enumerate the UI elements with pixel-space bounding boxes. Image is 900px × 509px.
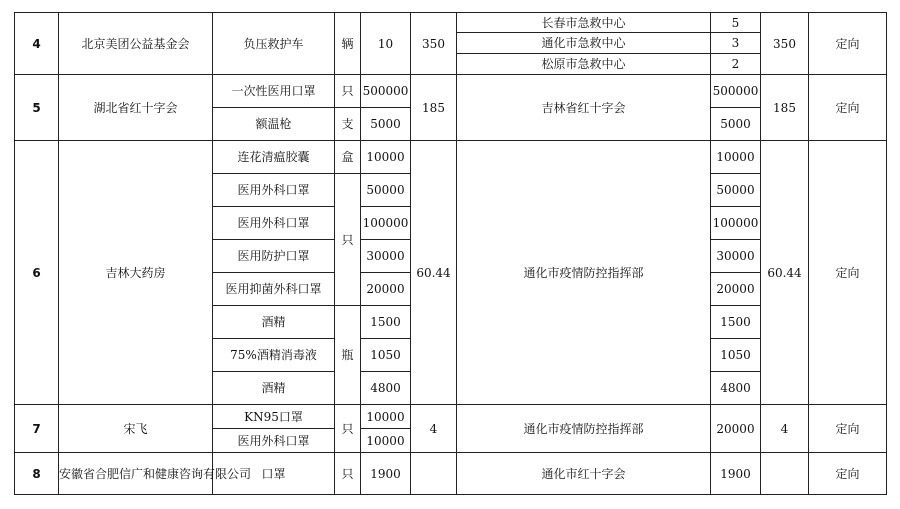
recipient-value: 350 <box>761 13 809 75</box>
donation-table-sheet <box>14 12 886 498</box>
recipient-quantity: 10000 <box>711 141 761 174</box>
allocation-mode: 定向 <box>809 405 887 453</box>
recipient-name: 松原市急救中心 <box>457 54 711 75</box>
item-quantity: 50000 <box>361 174 411 207</box>
donor-name: 湖北省红十字会 <box>59 75 213 141</box>
item-name: 负压救护车 <box>213 13 335 75</box>
item-unit: 辆 <box>335 13 361 75</box>
item-quantity: 500000 <box>361 75 411 108</box>
item-name: 医用外科口罩 <box>213 174 335 207</box>
recipient-value <box>761 453 809 495</box>
item-name: 连花清瘟胶囊 <box>213 141 335 174</box>
recipient-quantity: 20000 <box>711 405 761 453</box>
row-number: 4 <box>15 13 59 75</box>
allocation-mode: 定向 <box>809 75 887 141</box>
item-unit: 只 <box>335 453 361 495</box>
allocation-mode: 定向 <box>809 453 887 495</box>
recipient-name: 通化市疫情防控指挥部 <box>457 141 711 405</box>
recipient-quantity: 1500 <box>711 306 761 339</box>
recipient-quantity: 20000 <box>711 273 761 306</box>
item-value: 4 <box>411 405 457 453</box>
allocation-mode: 定向 <box>809 13 887 75</box>
item-name: 额温枪 <box>213 108 335 141</box>
row-number: 6 <box>15 141 59 405</box>
item-value: 350 <box>411 13 457 75</box>
item-quantity: 4800 <box>361 372 411 405</box>
donor-name: 吉林大药房 <box>59 141 213 405</box>
recipient-value: 185 <box>761 75 809 141</box>
allocation-mode: 定向 <box>809 141 887 405</box>
item-quantity: 20000 <box>361 273 411 306</box>
item-value: 185 <box>411 75 457 141</box>
item-name: 医用抑菌外科口罩 <box>213 273 335 306</box>
recipient-name: 通化市急救中心 <box>457 33 711 54</box>
item-unit: 支 <box>335 108 361 141</box>
recipient-quantity: 100000 <box>711 207 761 240</box>
item-unit: 盒 <box>335 141 361 174</box>
item-quantity: 1050 <box>361 339 411 372</box>
row-number: 7 <box>15 405 59 453</box>
row-number: 8 <box>15 453 59 495</box>
item-quantity: 1900 <box>361 453 411 495</box>
item-quantity: 30000 <box>361 240 411 273</box>
recipient-value: 4 <box>761 405 809 453</box>
donor-name: 安徽省合肥信广和健康咨询有限公司 <box>59 453 213 495</box>
item-value <box>411 453 457 495</box>
item-quantity: 10000 <box>361 405 411 429</box>
item-quantity: 10 <box>361 13 411 75</box>
item-quantity: 10000 <box>361 429 411 453</box>
item-name: 75%酒精消毒液 <box>213 339 335 372</box>
item-quantity: 10000 <box>361 141 411 174</box>
recipient-quantity: 1900 <box>711 453 761 495</box>
recipient-quantity: 30000 <box>711 240 761 273</box>
recipient-name: 长春市急救中心 <box>457 13 711 33</box>
recipient-quantity: 1050 <box>711 339 761 372</box>
item-unit: 瓶 <box>335 306 361 405</box>
recipient-quantity: 5000 <box>711 108 761 141</box>
item-name: 医用外科口罩 <box>213 207 335 240</box>
item-unit: 只 <box>335 75 361 108</box>
item-quantity: 5000 <box>361 108 411 141</box>
table-row <box>15 75 887 108</box>
item-name: 医用外科口罩 <box>213 429 335 453</box>
donation-table <box>14 12 887 495</box>
donor-name: 北京美团公益基金会 <box>59 13 213 75</box>
table-row <box>15 453 887 495</box>
item-quantity: 1500 <box>361 306 411 339</box>
table-row <box>15 13 887 33</box>
row-number: 5 <box>15 75 59 141</box>
item-unit: 只 <box>335 405 361 453</box>
table-row <box>15 405 887 429</box>
item-name: KN95口罩 <box>213 405 335 429</box>
recipient-name: 吉林省红十字会 <box>457 75 711 141</box>
recipient-value: 60.44 <box>761 141 809 405</box>
item-name: 一次性医用口罩 <box>213 75 335 108</box>
item-unit: 只 <box>335 174 361 306</box>
donor-name: 宋飞 <box>59 405 213 453</box>
recipient-quantity: 50000 <box>711 174 761 207</box>
recipient-name: 通化市红十字会 <box>457 453 711 495</box>
recipient-quantity: 500000 <box>711 75 761 108</box>
item-name: 口罩 <box>213 453 335 495</box>
recipient-quantity: 4800 <box>711 372 761 405</box>
recipient-quantity: 5 <box>711 13 761 33</box>
item-name: 酒精 <box>213 306 335 339</box>
item-quantity: 100000 <box>361 207 411 240</box>
recipient-name: 通化市疫情防控指挥部 <box>457 405 711 453</box>
table-row <box>15 141 887 174</box>
item-value: 60.44 <box>411 141 457 405</box>
recipient-quantity: 2 <box>711 54 761 75</box>
recipient-quantity: 3 <box>711 33 761 54</box>
item-name: 医用防护口罩 <box>213 240 335 273</box>
item-name: 酒精 <box>213 372 335 405</box>
